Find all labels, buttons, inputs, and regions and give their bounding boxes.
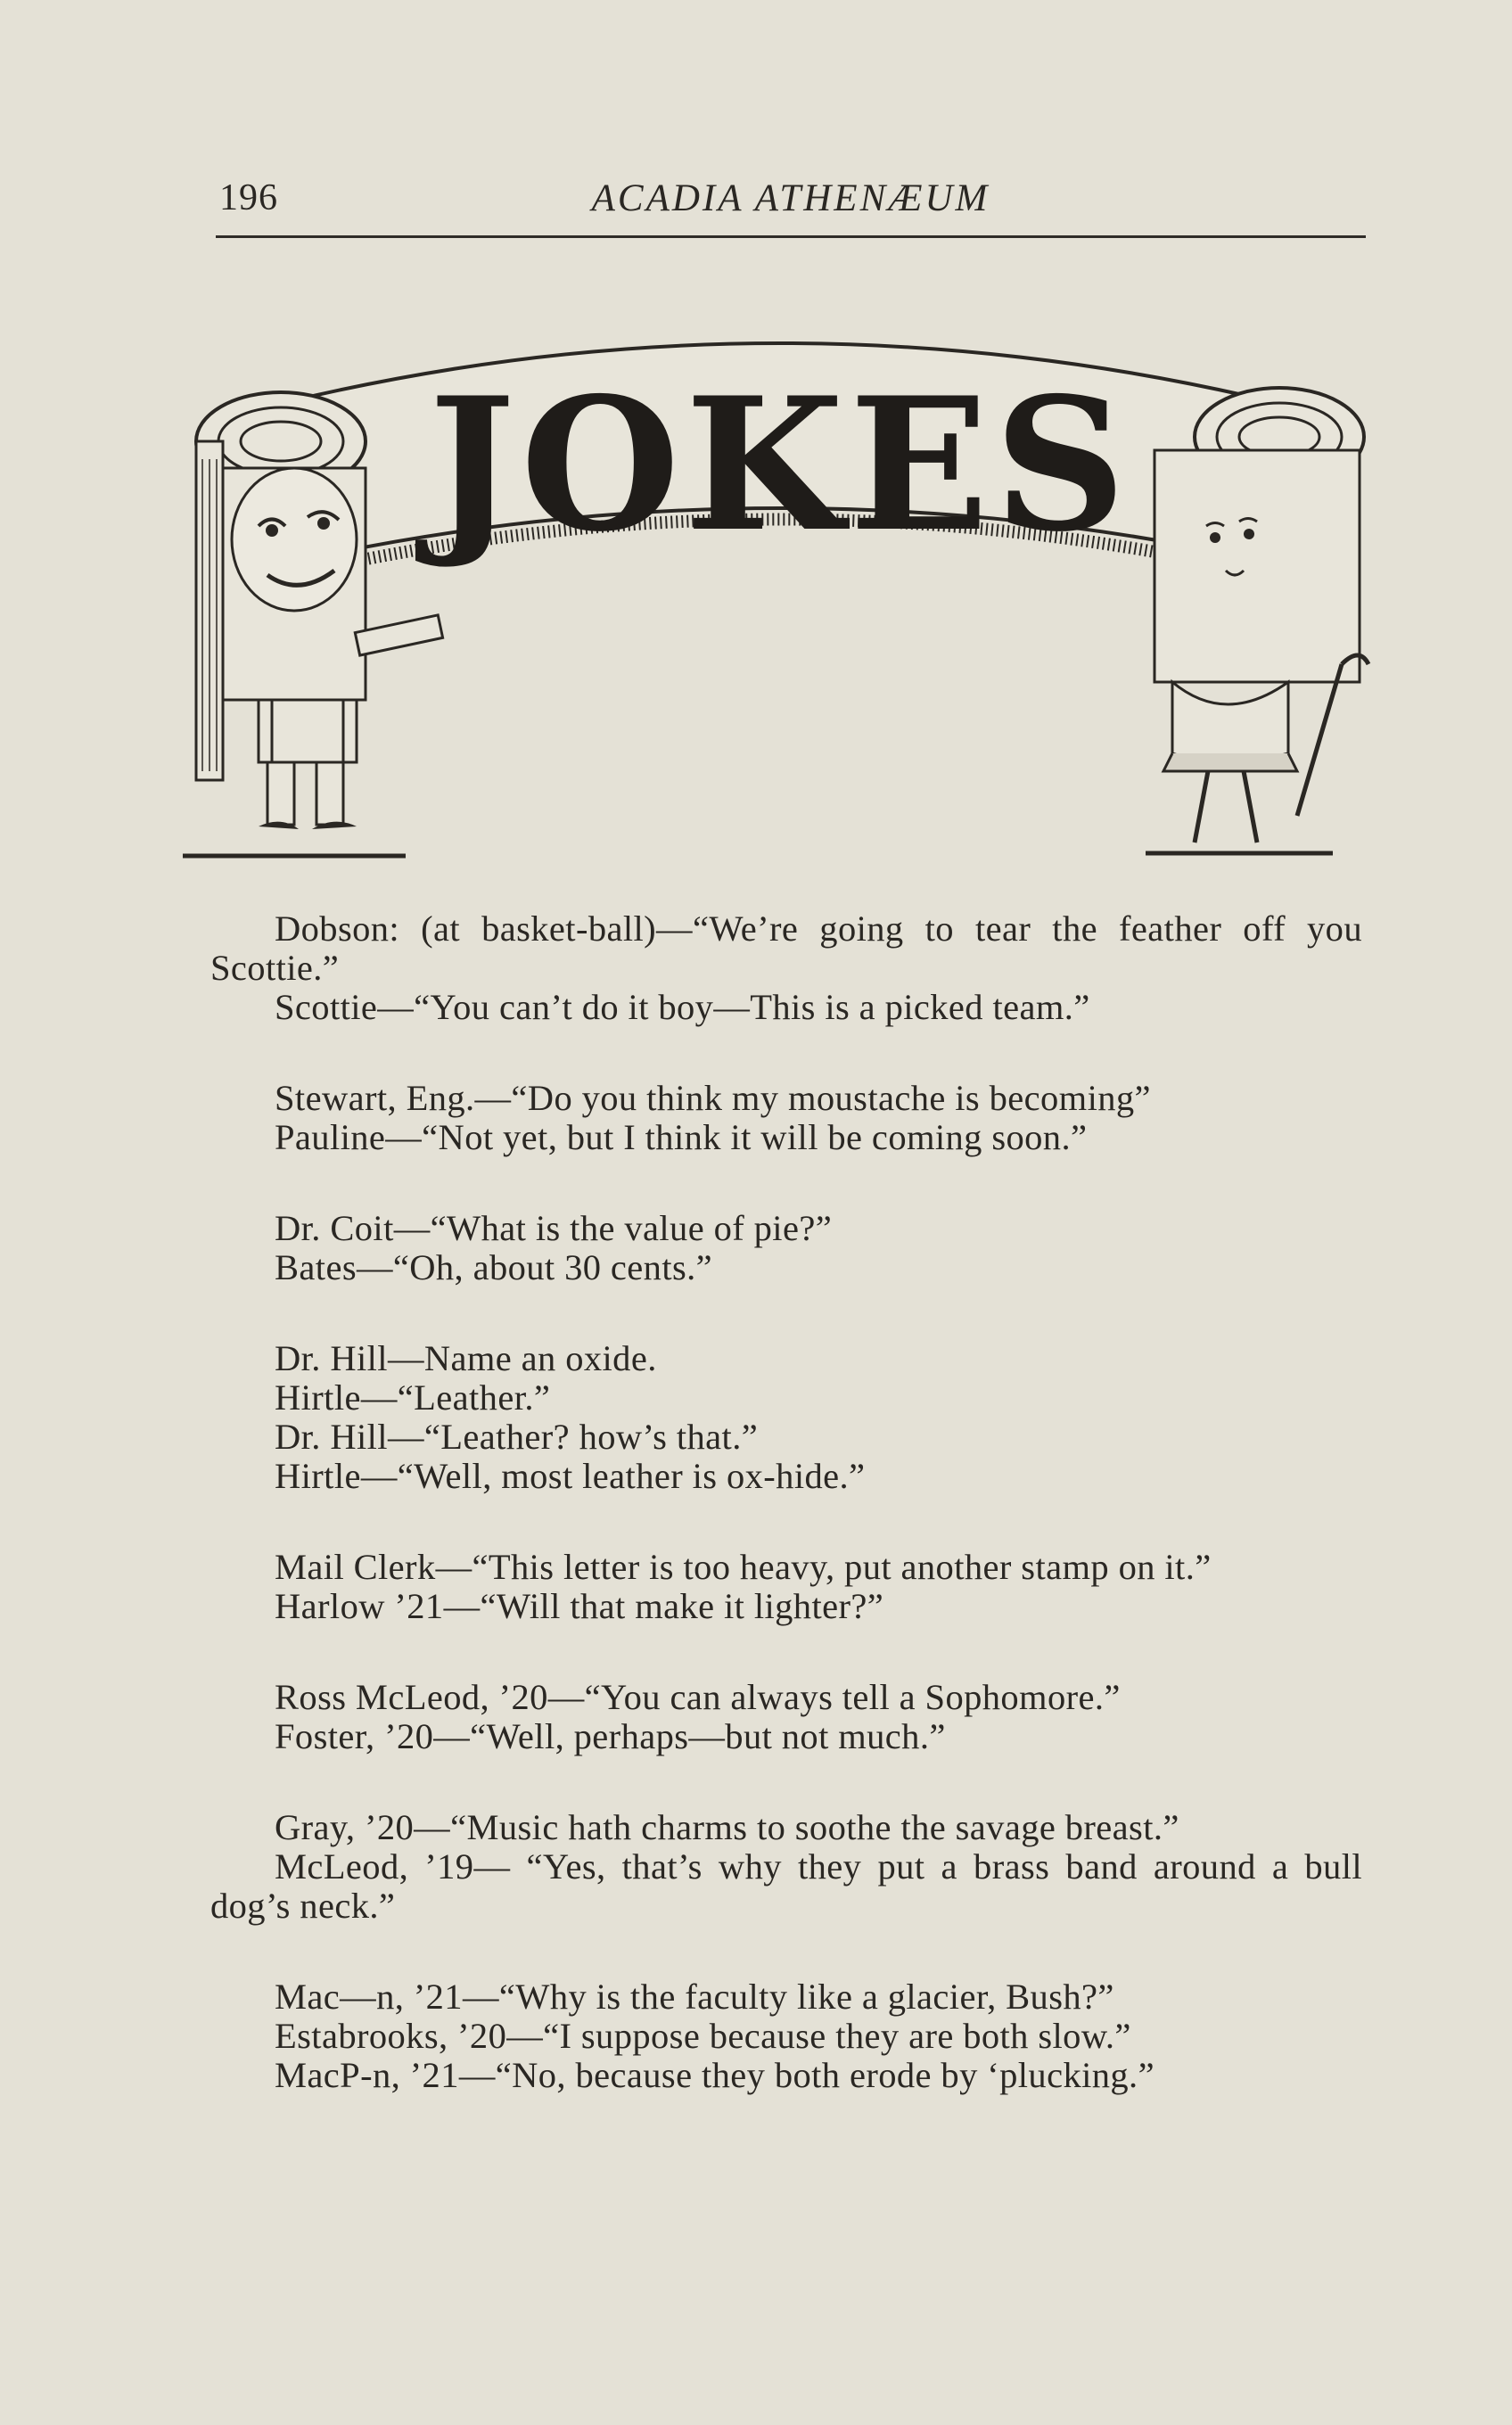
jokes-column	[210, 909, 1362, 2147]
joke-line: Pauline—“Not yet, but I think it will be coming soon.”	[275, 1117, 1088, 1157]
joke-block	[210, 1209, 1362, 1287]
joke-line: Dr. Hill—Name an oxide.	[275, 1338, 657, 1378]
joke-line: Mail Clerk—“This letter is too heavy, put another stamp on it.”	[275, 1547, 1212, 1587]
joke-block	[210, 1678, 1362, 1756]
joke-line: Foster, ’20—“Well, perhaps—but not much.”	[275, 1716, 946, 1756]
joke-line: Ross McLeod, ’20—“You can always tell a Sophomore.”	[275, 1677, 1121, 1717]
joke-block	[210, 1808, 1362, 1926]
banner-title: JOKES	[428, 358, 1132, 572]
joke-line: Stewart, Eng.—“Do you think my moustache is becoming”	[275, 1078, 1151, 1118]
joke-line: Dr. Hill—“Leather? how’s that.”	[275, 1417, 759, 1457]
joke-line: MacP-n, ’21—“No, because they both erode by ‘plucking.”	[275, 2055, 1155, 2095]
joke-line: Scottie—“You can’t do it boy—This is a picked team.”	[275, 987, 1090, 1027]
joke-block	[210, 1079, 1362, 1157]
joke-line: Mac—n, ’21—“Why is the faculty like a glacier, Bush?”	[275, 1977, 1114, 2017]
header-rule	[216, 235, 1366, 238]
joke-line: Hirtle—“Leather.”	[275, 1377, 551, 1418]
page-header	[216, 169, 1366, 241]
joke-line: Hirtle—“Well, most leather is ox-hide.”	[275, 1456, 866, 1496]
joke-line: Bates—“Oh, about 30 cents.”	[275, 1247, 713, 1287]
page-number: 196	[219, 177, 278, 218]
joke-block	[210, 909, 1362, 1027]
jokes-banner-illustration	[183, 308, 1377, 869]
joke-block	[210, 1339, 1362, 1496]
joke-line: Dr. Coit—“What is the value of pie?”	[275, 1208, 833, 1248]
joke-block	[210, 1977, 1362, 2095]
joke-block	[210, 1548, 1362, 1626]
running-title: ACADIA ATHENÆUM	[591, 177, 990, 219]
joke-line: Gray, ’20—“Music hath charms to soothe the savage breast.”	[275, 1807, 1179, 1847]
joke-line: McLeod, ’19— “Yes, that’s why they put a brass band around a bull dog’s neck.”	[210, 1846, 1362, 1926]
joke-line: Estabrooks, ’20—“I suppose because they are both slow.”	[275, 2016, 1131, 2056]
joke-line: Harlow ’21—“Will that make it lighter?”	[275, 1586, 884, 1626]
joke-line: Dobson: (at basket-ball)—“We’re going to tear the feather off you Scottie.”	[210, 908, 1362, 988]
